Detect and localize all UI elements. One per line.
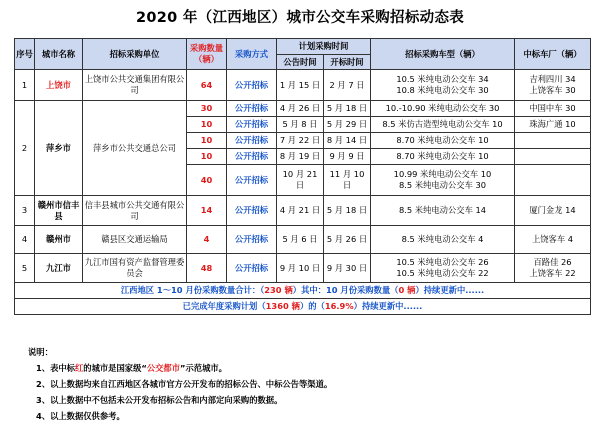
header-unit: 招标采购单位 xyxy=(83,39,187,70)
note-4: 4、以上数据仅供参考。 xyxy=(36,411,125,421)
announce-cell: 5 月 6 日 xyxy=(277,226,324,254)
summary-row xyxy=(15,283,591,299)
note-2: 2、以上数据均来自江西地区各城市官方公开发布的招标公告、中标公告等渠道。 xyxy=(36,379,333,389)
open-cell: 2 月 7 日 xyxy=(324,70,371,101)
method-cell: 公开招标 xyxy=(227,196,277,226)
open-cell: 5 月 29 日 xyxy=(324,117,371,133)
table-row xyxy=(15,70,591,101)
announce-cell: 1 月 15 日 xyxy=(277,70,324,101)
header-open: 开标时间 xyxy=(324,55,371,70)
announce-cell: 10 月 21 日 xyxy=(277,165,324,196)
city-cell: 九江市 xyxy=(35,254,83,283)
notes-title: 说明： xyxy=(28,347,53,357)
summary-progress: 已完成年度采购计划（1360 辆）的（16.9%）持续更新中...... xyxy=(15,299,591,315)
seq-cell: 2 xyxy=(15,101,35,196)
header-qty: 采购数量（辆） xyxy=(187,39,227,70)
model-cell xyxy=(371,254,515,283)
model-cell xyxy=(371,165,515,196)
qty-cell: 30 xyxy=(187,101,227,117)
qty-cell: 4 xyxy=(187,226,227,254)
city-cell: 赣州市信丰县 xyxy=(35,196,83,226)
winner-cell: 厦门金龙 14 xyxy=(515,196,591,226)
method-cell: 公开招标 xyxy=(227,70,277,101)
qty-cell: 48 xyxy=(187,254,227,283)
model-line: 8.5 米纯电动公交车 30 xyxy=(398,180,487,190)
procurement-table xyxy=(14,38,591,315)
winner-cell xyxy=(515,70,591,101)
table-row xyxy=(15,101,591,117)
open-cell: 5 月 26 日 xyxy=(324,226,371,254)
model-line: 10.5 米纯电动公交车 26 xyxy=(396,257,489,267)
unit-cell: 信丰县城市公共交通有限公司 xyxy=(83,196,187,226)
method-cell: 公开招标 xyxy=(227,101,277,117)
winner-cell: 中国中车 30 xyxy=(515,101,591,117)
winner-cell xyxy=(515,133,591,149)
header-announce: 公告时间 xyxy=(277,55,324,70)
header-models: 招标采购车型（辆） xyxy=(371,39,515,70)
qty-cell: 10 xyxy=(187,149,227,165)
model-line: 10.8 米纯电动公交车 30 xyxy=(396,85,489,95)
table-row xyxy=(15,196,591,226)
announce-cell: 9 月 10 日 xyxy=(277,254,324,283)
method-cell: 公开招标 xyxy=(227,165,277,196)
seq-cell: 3 xyxy=(15,196,35,226)
seq-cell: 4 xyxy=(15,226,35,254)
summary-total: 江西地区 1～10 月份采购数量合计：（230 辆）其中：10 月份采购数量（0 辆）持续更新中...... xyxy=(15,283,591,299)
model-cell: 8.70 米纯电动公交车 10 xyxy=(371,149,515,165)
page-title: 2020 年（江西地区）城市公交车采购招标动态表 xyxy=(135,10,465,26)
method-cell: 公开招标 xyxy=(227,226,277,254)
header-seq: 序号 xyxy=(15,39,35,70)
city-cell: 萍乡市 xyxy=(35,101,83,196)
model-cell: 8.5 米纯电动公交车 4 xyxy=(371,226,515,254)
winner-cell xyxy=(515,149,591,165)
header-city: 城市名称 xyxy=(35,39,83,70)
unit-cell: 赣县区交通运输局 xyxy=(83,226,187,254)
header-plan-time: 计划采购时间 xyxy=(277,39,371,55)
note-1: 1、表中标红的城市是国家级“公交都市”示范城市。 xyxy=(36,363,227,373)
qty-cell: 40 xyxy=(187,165,227,196)
unit-cell: 萍乡市公共交通总公司 xyxy=(83,101,187,196)
model-cell: 8.5 米仿古造型纯电动公交车 10 xyxy=(371,117,515,133)
winner-line: 百路佳 26 xyxy=(533,257,572,267)
open-cell: 5 月 18 日 xyxy=(324,101,371,117)
winner-cell xyxy=(515,254,591,283)
seq-cell: 5 xyxy=(15,254,35,283)
seq-cell: 1 xyxy=(15,70,35,101)
winner-line: 吉利四川 34 xyxy=(529,74,576,84)
unit-cell: 上饶市公共交通集团有限公司 xyxy=(83,70,187,101)
announce-cell: 4 月 21 日 xyxy=(277,196,324,226)
open-cell: 5 月 18 日 xyxy=(324,196,371,226)
model-line: 10.99 米纯电动公交车 10 xyxy=(393,169,492,179)
table-row xyxy=(15,254,591,283)
qty-cell: 10 xyxy=(187,133,227,149)
announce-cell: 8 月 19 日 xyxy=(277,149,324,165)
winner-cell xyxy=(515,165,591,196)
model-cell: 8.70 米纯电动公交车 10 xyxy=(371,133,515,149)
model-cell: 8.5 米纯电动公交车 14 xyxy=(371,196,515,226)
model-cell xyxy=(371,70,515,101)
method-cell: 公开招标 xyxy=(227,254,277,283)
open-cell: 11 月 10 日 xyxy=(324,165,371,196)
winner-line: 上饶客车 22 xyxy=(529,268,576,278)
announce-cell: 7 月 22 日 xyxy=(277,133,324,149)
notes-section xyxy=(14,345,590,424)
unit-cell: 九江市国有资产监督管理委员会 xyxy=(83,254,187,283)
open-cell: 9 月 9 日 xyxy=(324,149,371,165)
method-cell: 公开招标 xyxy=(227,149,277,165)
announce-cell: 5 月 8 日 xyxy=(277,117,324,133)
header-winner: 中标车厂（辆） xyxy=(515,39,591,70)
winner-cell: 上饶客车 4 xyxy=(515,226,591,254)
city-cell: 赣州市 xyxy=(35,226,83,254)
method-cell: 公开招标 xyxy=(227,117,277,133)
announce-cell: 4 月 26 日 xyxy=(277,101,324,117)
open-cell: 8 月 14 日 xyxy=(324,133,371,149)
model-line: 10.5 米纯电动公交车 34 xyxy=(396,74,489,84)
qty-cell: 64 xyxy=(187,70,227,101)
winner-cell: 珠海广通 10 xyxy=(515,117,591,133)
method-cell: 公开招标 xyxy=(227,133,277,149)
qty-cell: 10 xyxy=(187,117,227,133)
winner-line: 上饶客车 30 xyxy=(529,85,576,95)
qty-cell: 14 xyxy=(187,196,227,226)
city-cell: 上饶市 xyxy=(35,70,83,101)
open-cell: 9 月 30 日 xyxy=(324,254,371,283)
summary-row xyxy=(15,299,591,315)
header-method: 采购方式 xyxy=(227,39,277,70)
note-3: 3、以上数据中不包括未公开发布招标公告和内部定向采购的数据。 xyxy=(36,395,283,405)
table-row xyxy=(15,226,591,254)
model-cell: 10.-10.90 米纯电动公交车 30 xyxy=(371,101,515,117)
model-line: 10.5 米纯电动公交车 22 xyxy=(396,268,489,278)
